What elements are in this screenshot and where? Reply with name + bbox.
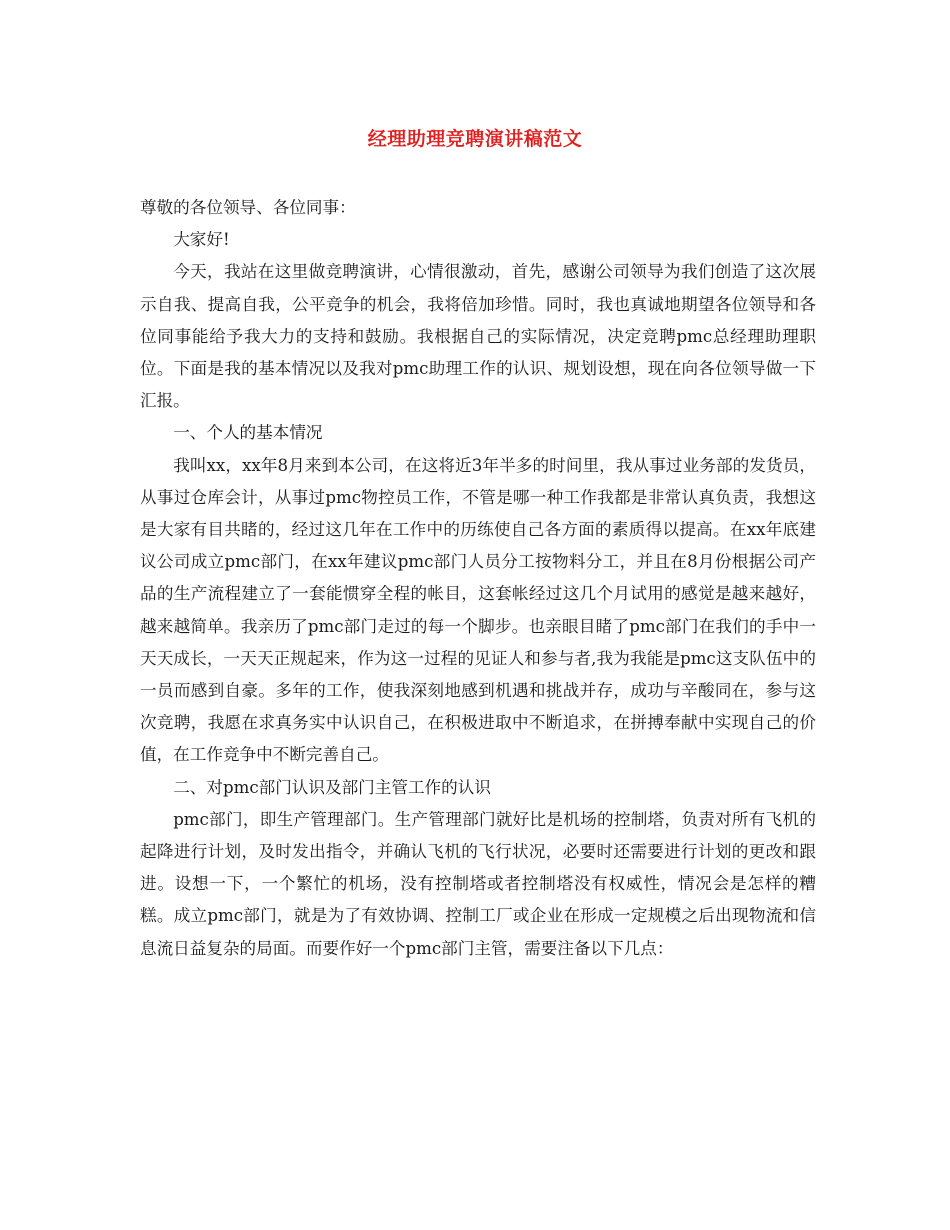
greeting: 大家好! <box>173 230 230 250</box>
salutation: 尊敬的各位领导、各位同事： <box>140 198 356 217</box>
document-body <box>140 192 816 965</box>
paragraph-basic-info: 我叫xx，xx年8月来到本公司，在这将近3年半多的时间里，我从事过业务部的发货员，从事过仓库会计，从事过pmc物控员工作，不管是哪一种工作我都是非常认真负责，我想这是大家有目共睹的，经过这几年在工作中的历练使自己各方面的素质得以提高。在xx年底建议公司成立pmc部门，在xx年建议pmc部门人员分工按物料分工，并且在8月份根据公司产品的生产流程建立了一套能惯穿全程的帐目，这套帐经过这几个月试用的感觉是越来越好，越来越简单。我亲历了pmc部门走过的每一个脚步。也亲眼目睹了pmc部门在我们的手中一天天成长，一天天正规起来，作为这一过程的见证人和参与者,我为我能是pmc这支队伍中的一员而感到自豪。多年的工作，使我深刻地感到机遇和挑战并存，成功与辛酸同在，参与这次竞聘，我愿在求真务实中认识自己，在积极进取中不断追求，在拼搏奉献中实现自己的价值，在工作竞争中不断完善自己。 <box>140 455 816 765</box>
paragraph-intro: 今天，我站在这里做竞聘演讲，心情很激动，首先，感谢公司领导为我们创造了这次展示自我、提高自我，公平竞争的机会，我将倍加珍惜。同时，我也真诚地期望各位领导和各位同事能给予我大力的支持和鼓励。我根据自己的实际情况，决定竞聘pmc总经理助理职位。下面是我的基本情况以及我对pmc助理工作的认识、规划设想，现在向各位领导做一下汇报。 <box>140 262 816 411</box>
section-heading-pmc-understanding: 二、对pmc部门认识及部门主管工作的认识 <box>173 777 491 797</box>
section-heading-basic-info: 一、个人的基本情况 <box>173 423 323 443</box>
paragraph-pmc-understanding: pmc部门，即生产管理部门。生产管理部门就好比是机场的控制塔，负责对所有飞机的起降进行计划，及时发出指令，并确认飞机的飞行状况，必要时还需要进行计划的更改和跟进。设想一下，一个繁忙的机场，没有控制塔或者控制塔没有权威性，情况会是怎样的糟糕。成立pmc部门，就是为了有效协调、控制工厂或企业在形成一定规模之后出现物流和信息流日益复杂的局面。而要作好一个pmc部门主管，需要注备以下几点： <box>140 809 816 958</box>
document-title: 经理助理竞聘演讲稿范文 <box>367 128 583 150</box>
